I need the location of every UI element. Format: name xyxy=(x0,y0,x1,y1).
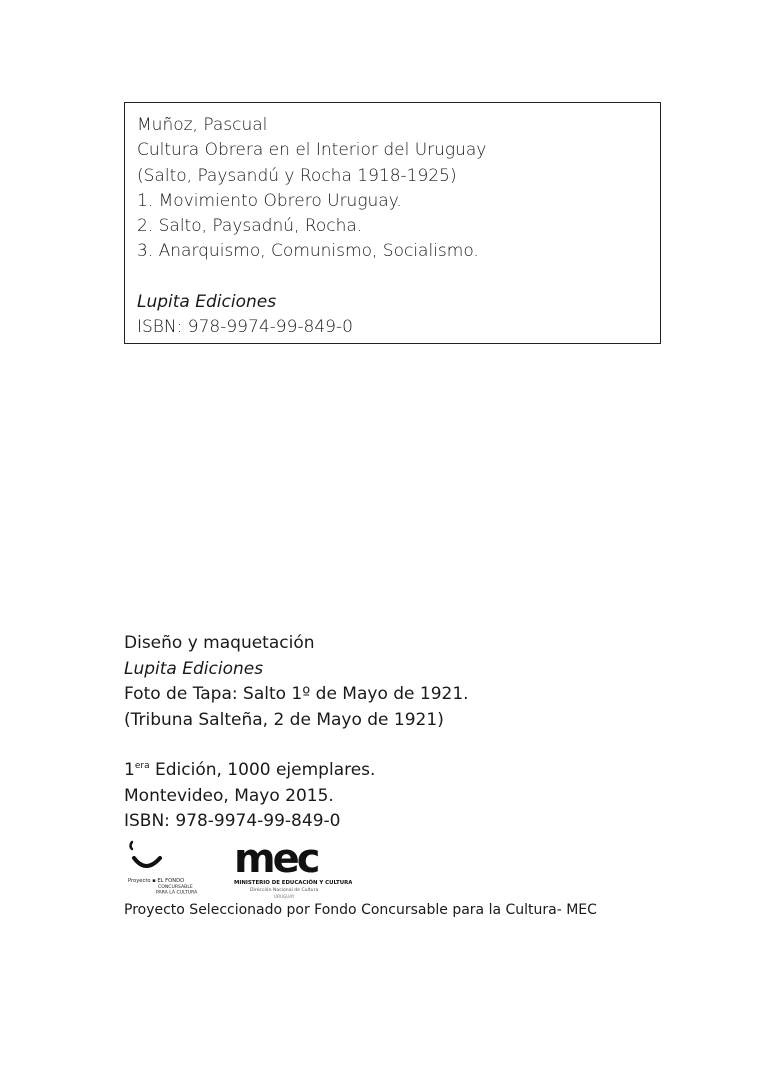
catalog-record-box xyxy=(124,102,661,344)
catalog-subject-2: 2. Salto, Paysadnú, Rocha. xyxy=(137,216,363,237)
mec-wordmark: mec xyxy=(234,838,318,882)
catalog-title: Cultura Obrera en el Interior del Uruguay xyxy=(137,140,487,161)
catalog-spacer xyxy=(137,265,648,290)
mec-caption-2: Dirección Nacional de Cultura xyxy=(250,888,319,893)
edition-ordinal-suffix: era xyxy=(134,761,150,771)
catalog-subject-1: 1. Movimiento Obrero Uruguay. xyxy=(137,190,402,211)
edition-number: 1 xyxy=(124,760,135,780)
edition-line xyxy=(124,758,469,784)
cover-photo-credit: Foto de Tapa: Salto 1º de Mayo de 1921. xyxy=(124,684,469,704)
catalog-subtitle: (Salto, Paysandú y Rocha 1918-1925) xyxy=(137,165,457,186)
sponsor-logos xyxy=(126,838,356,904)
mec-caption-3: URUGUAY xyxy=(274,894,295,899)
catalog-isbn: ISBN: 978-9974-99-849-0 xyxy=(137,317,353,338)
design-label: Diseño y maquetación xyxy=(124,633,315,653)
fondo-concursable-logo xyxy=(126,838,226,898)
cover-photo-source: (Tribuna Salteña, 2 de Mayo de 1921) xyxy=(124,709,444,730)
mec-logo xyxy=(232,838,352,904)
mec-caption-1: MINISTERIO DE EDUCACIÓN Y CULTURA xyxy=(234,880,352,886)
selection-note: Proyecto Seleccionado por Fondo Concursable para la Cultura- MEC xyxy=(124,902,597,918)
edition-text: Edición, 1000 ejemplares. xyxy=(149,760,376,780)
catalog-publisher: Lupita Ediciones xyxy=(137,291,277,312)
fondo-caption-2: CONCURSABLE xyxy=(158,885,193,890)
place-date: Montevideo, Mayo 2015. xyxy=(124,785,334,806)
credits-spacer xyxy=(124,733,469,758)
catalog-subject-3: 3. Anarquismo, Comunismo, Socialismo. xyxy=(137,241,479,262)
design-by: Lupita Ediciones xyxy=(124,658,264,679)
credits-block xyxy=(124,631,469,835)
credits-isbn: ISBN: 978-9974-99-849-0 xyxy=(124,811,341,831)
catalog-author: Muñoz, Pascual xyxy=(137,115,268,135)
fondo-caption-1: Proyecto ▪ EL FONDO xyxy=(128,878,185,884)
fondo-caption-3: PARA LA CULTURA xyxy=(156,890,198,896)
